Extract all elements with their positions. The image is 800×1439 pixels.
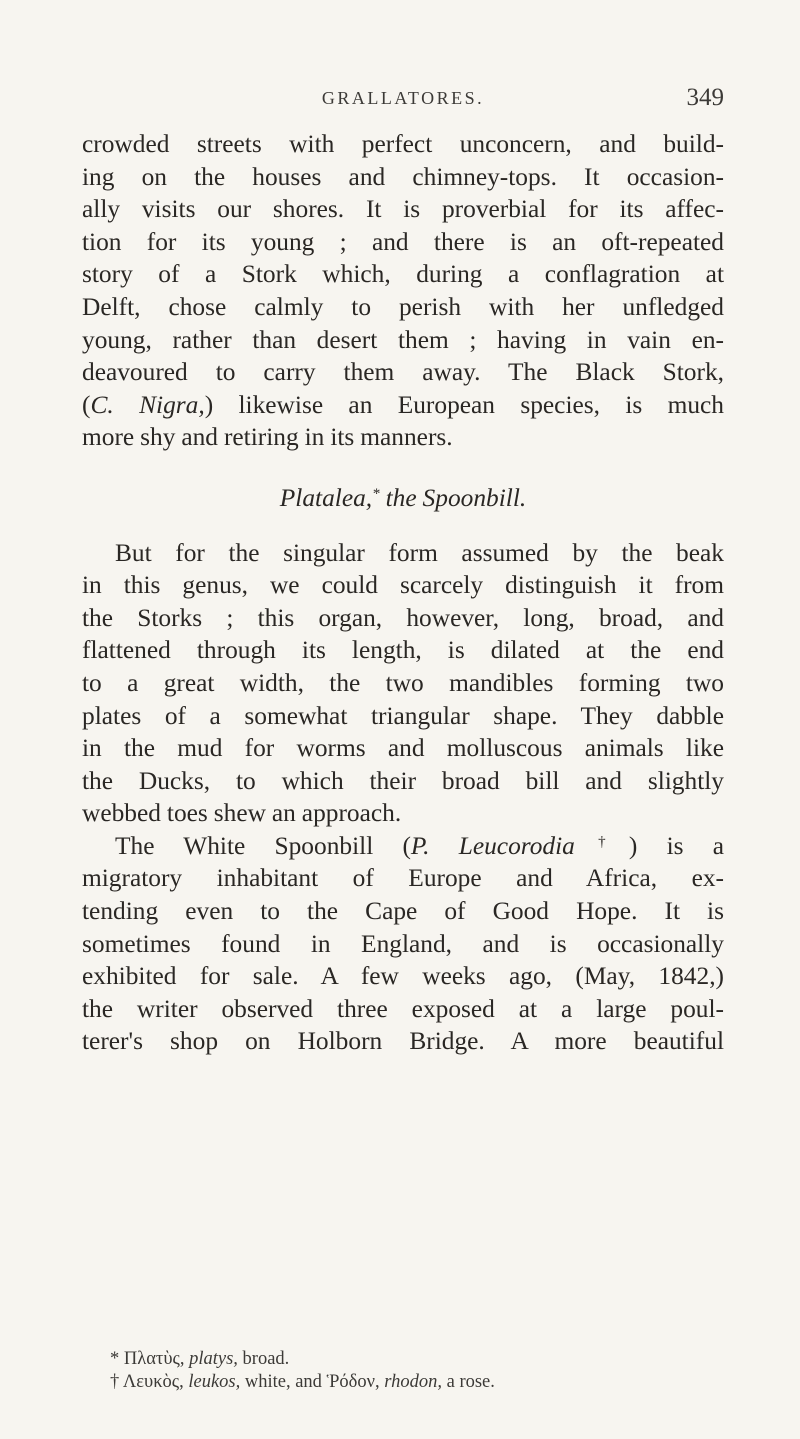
text-fragment: The White Spoonbill ( — [115, 831, 411, 860]
footnote-ref: * — [372, 485, 380, 502]
body-text — [82, 128, 724, 1058]
footnote-mark: * — [110, 1349, 120, 1369]
species-name: P. Leucorodia — [410, 831, 575, 860]
meaning: a rose. — [446, 1372, 495, 1392]
text-line: Delft, chose calmly to perish with her unfledged — [82, 292, 724, 321]
species-name: C. Nigra, — [90, 390, 205, 419]
text-line: in this genus, we could scarcely distinguish it from — [82, 571, 724, 600]
text-line: story of a Stork which, during a conflagration at — [82, 260, 724, 289]
text-line: migratory inhabitant of Europe and Africa, ex- — [82, 864, 724, 893]
text-line: young, rather than desert them ; having in vain en- — [82, 325, 724, 354]
text-line: the Ducks, to which their broad bill and slightly — [82, 766, 724, 795]
text-line: the Storks ; this organ, however, long, broad, and — [82, 603, 724, 632]
meaning: broad. — [242, 1349, 290, 1369]
text-line: tion for its young ; and there is an oft-repeated — [82, 227, 724, 256]
text-line: to a great width, the two mandibles forming two — [82, 668, 724, 697]
text-line: sometimes found in England, and is occasionally — [82, 929, 724, 958]
text-line: ally visits our shores. It is proverbial for its affec- — [82, 195, 724, 224]
text-line: ing on the houses and chimney-tops. It occasion- — [82, 162, 724, 191]
footnotes — [82, 1348, 724, 1394]
greek-word: Ῥόδον, — [326, 1372, 380, 1392]
text-line: deavoured to carry them away. The Black Stork, — [82, 358, 724, 387]
footnote-ref: † — [574, 833, 629, 850]
page-number: 349 — [686, 84, 724, 111]
genus-name: Platalea, — [279, 483, 373, 512]
running-title: GRALLATORES. — [321, 88, 485, 108]
text-line: exhibited for sale. A few weeks ago, (May, 1842,) — [82, 962, 724, 991]
text-line — [82, 389, 724, 422]
text-line: crowded streets with perfect unconcern, and build- — [82, 130, 724, 158]
footnote-mark: † — [110, 1372, 120, 1392]
text-line: tending even to the Cape of Good Hope. It is — [82, 897, 724, 926]
text-line: in the mud for worms and molluscous animals like — [82, 734, 724, 763]
transliteration: leukos, — [188, 1372, 241, 1392]
meaning: white, and — [244, 1372, 322, 1392]
text-fragment: ) is a — [628, 831, 724, 860]
footnote-1 — [82, 1348, 724, 1371]
transliteration: rhodon, — [384, 1372, 442, 1392]
text-line: the writer observed three exposed at a large poul- — [82, 994, 724, 1023]
text-line — [82, 830, 724, 863]
paren-open: ( — [82, 390, 91, 419]
text-line: plates of a somewhat triangular shape. They dabble — [82, 701, 724, 730]
transliteration: platys, — [189, 1349, 238, 1369]
text-line: terer's shop on Holborn Bridge. A more beautiful — [82, 1027, 724, 1056]
text-line: webbed toes shew an approach. — [82, 799, 402, 828]
greek-word: Λευκὸς, — [122, 1372, 184, 1392]
text-fragment: ) likewise an European species, is much — [204, 390, 724, 419]
greek-word: Πλατὺς, — [123, 1349, 185, 1369]
text-line: more shy and retiring in its manners. — [82, 423, 453, 452]
running-head — [82, 84, 724, 118]
footnote-2 — [82, 1371, 724, 1394]
text-line: flattened through its length, is dilated at the end — [82, 636, 724, 665]
section-heading — [82, 482, 724, 515]
heading-rest: the Spoonbill. — [379, 483, 527, 512]
text-line: But for the singular form assumed by the beak — [115, 538, 724, 567]
